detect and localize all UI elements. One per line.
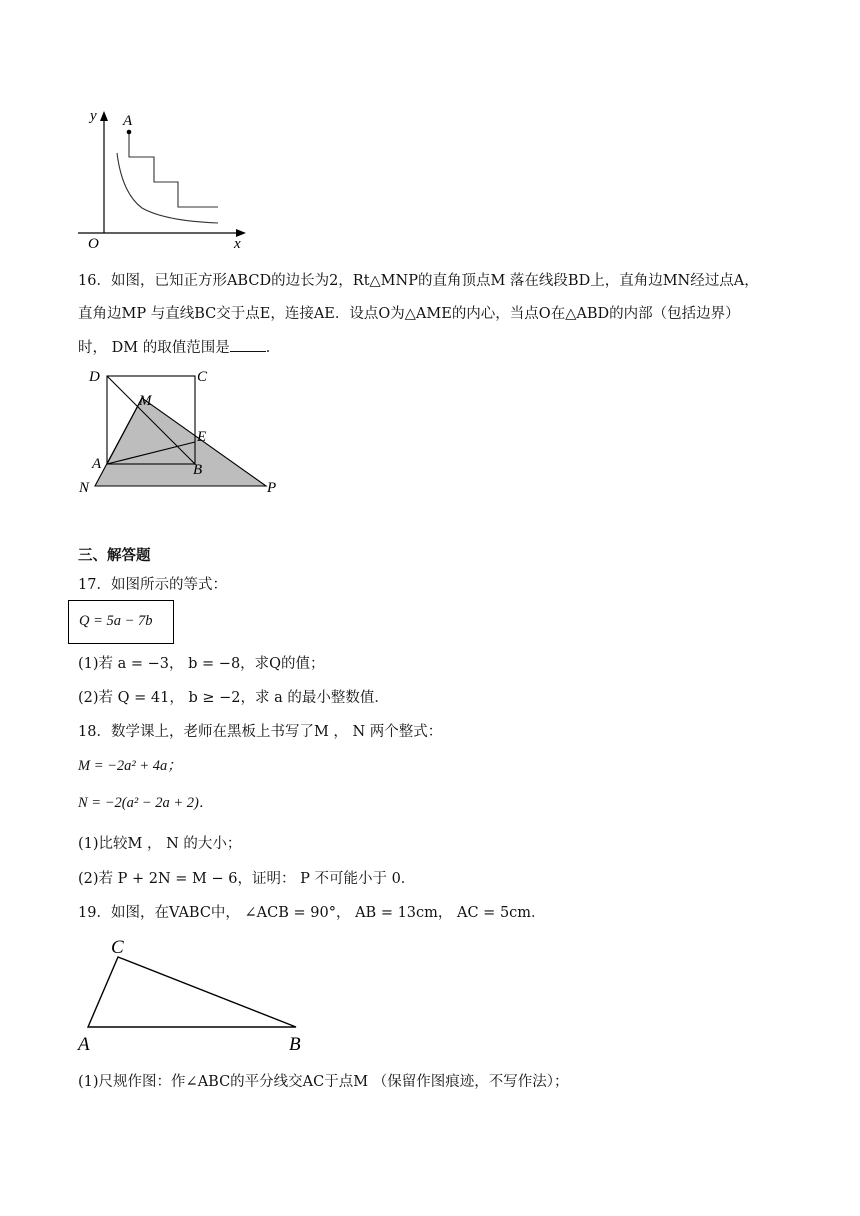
label-n: N <box>79 480 90 496</box>
q16-line2: 直角边MP 与直线BC交于点E，连接AE．设点O为△AME的内心，当点O在△ABD的内部（包括边界） <box>78 306 740 322</box>
q18-part2: (2)若 P + 2N = M − 6，证明： P 不可能小于 0． <box>78 871 416 887</box>
label-e: E <box>197 429 207 445</box>
label-c: C <box>197 369 208 385</box>
step-line <box>129 132 218 207</box>
triangle-mnp <box>95 398 266 486</box>
answer-blank <box>230 337 266 352</box>
q19-stem: 19．如图，在VABC中， ∠ACB = 90°， AB = 13cm， AC = 5cm． <box>78 905 546 921</box>
step-graph-figure <box>70 105 260 255</box>
q16-line1: 16．如图，已知正方形ABCD的边长为2，Rt△MNP的直角顶点M 落在线段BD上，直角边MN经过点A， <box>78 273 759 289</box>
label-o: O <box>88 236 99 252</box>
label-a: A <box>92 456 102 472</box>
label-b: B <box>193 462 203 478</box>
label-a: A <box>123 113 133 129</box>
y-axis-arrow <box>100 111 108 121</box>
q18-eq-m: M = −2a² + 4a； <box>78 758 182 774</box>
square-triangle-figure <box>75 362 295 497</box>
q18-stem: 18．数学课上，老师在黑板上书写了M ， N 两个整式： <box>78 724 443 740</box>
label-a: A <box>78 1034 90 1055</box>
right-triangle-figure <box>74 935 314 1055</box>
label-p: P <box>267 480 277 496</box>
q18-part1: (1)比较M ， N 的大小； <box>78 836 242 852</box>
label-m: M <box>139 393 152 409</box>
q16-line3 <box>78 337 280 358</box>
q17-stem: 17．如图所示的等式： <box>78 577 227 593</box>
q16-line3-suffix: ． <box>265 340 281 356</box>
triangle-abc <box>88 957 296 1027</box>
label-b: B <box>289 1034 301 1055</box>
point-a-dot <box>127 130 132 135</box>
label-y: y <box>90 108 97 124</box>
q18-eq-n: N = −2(a² − 2a + 2)． <box>78 795 214 811</box>
q16-line3-prefix: 时， DM 的取值范围是 <box>78 340 230 356</box>
box-formula: Q = 5a − 7b <box>79 613 153 629</box>
label-x: x <box>234 236 241 252</box>
label-c: C <box>111 937 124 958</box>
q19-part1: (1)尺规作图：作∠ABC的平分线交AC于点M （保留作图痕迹，不写作法）； <box>78 1074 569 1090</box>
q17-part2: (2)若 Q = 41， b ≥ −2，求 a 的最小整数值． <box>78 690 389 706</box>
formula-box <box>68 600 174 644</box>
curve <box>117 153 218 223</box>
q17-part1: (1)若 a = −3， b = −8，求Q的值； <box>78 656 325 672</box>
section-title: 三、解答题 <box>78 547 151 564</box>
label-d: D <box>89 369 100 385</box>
